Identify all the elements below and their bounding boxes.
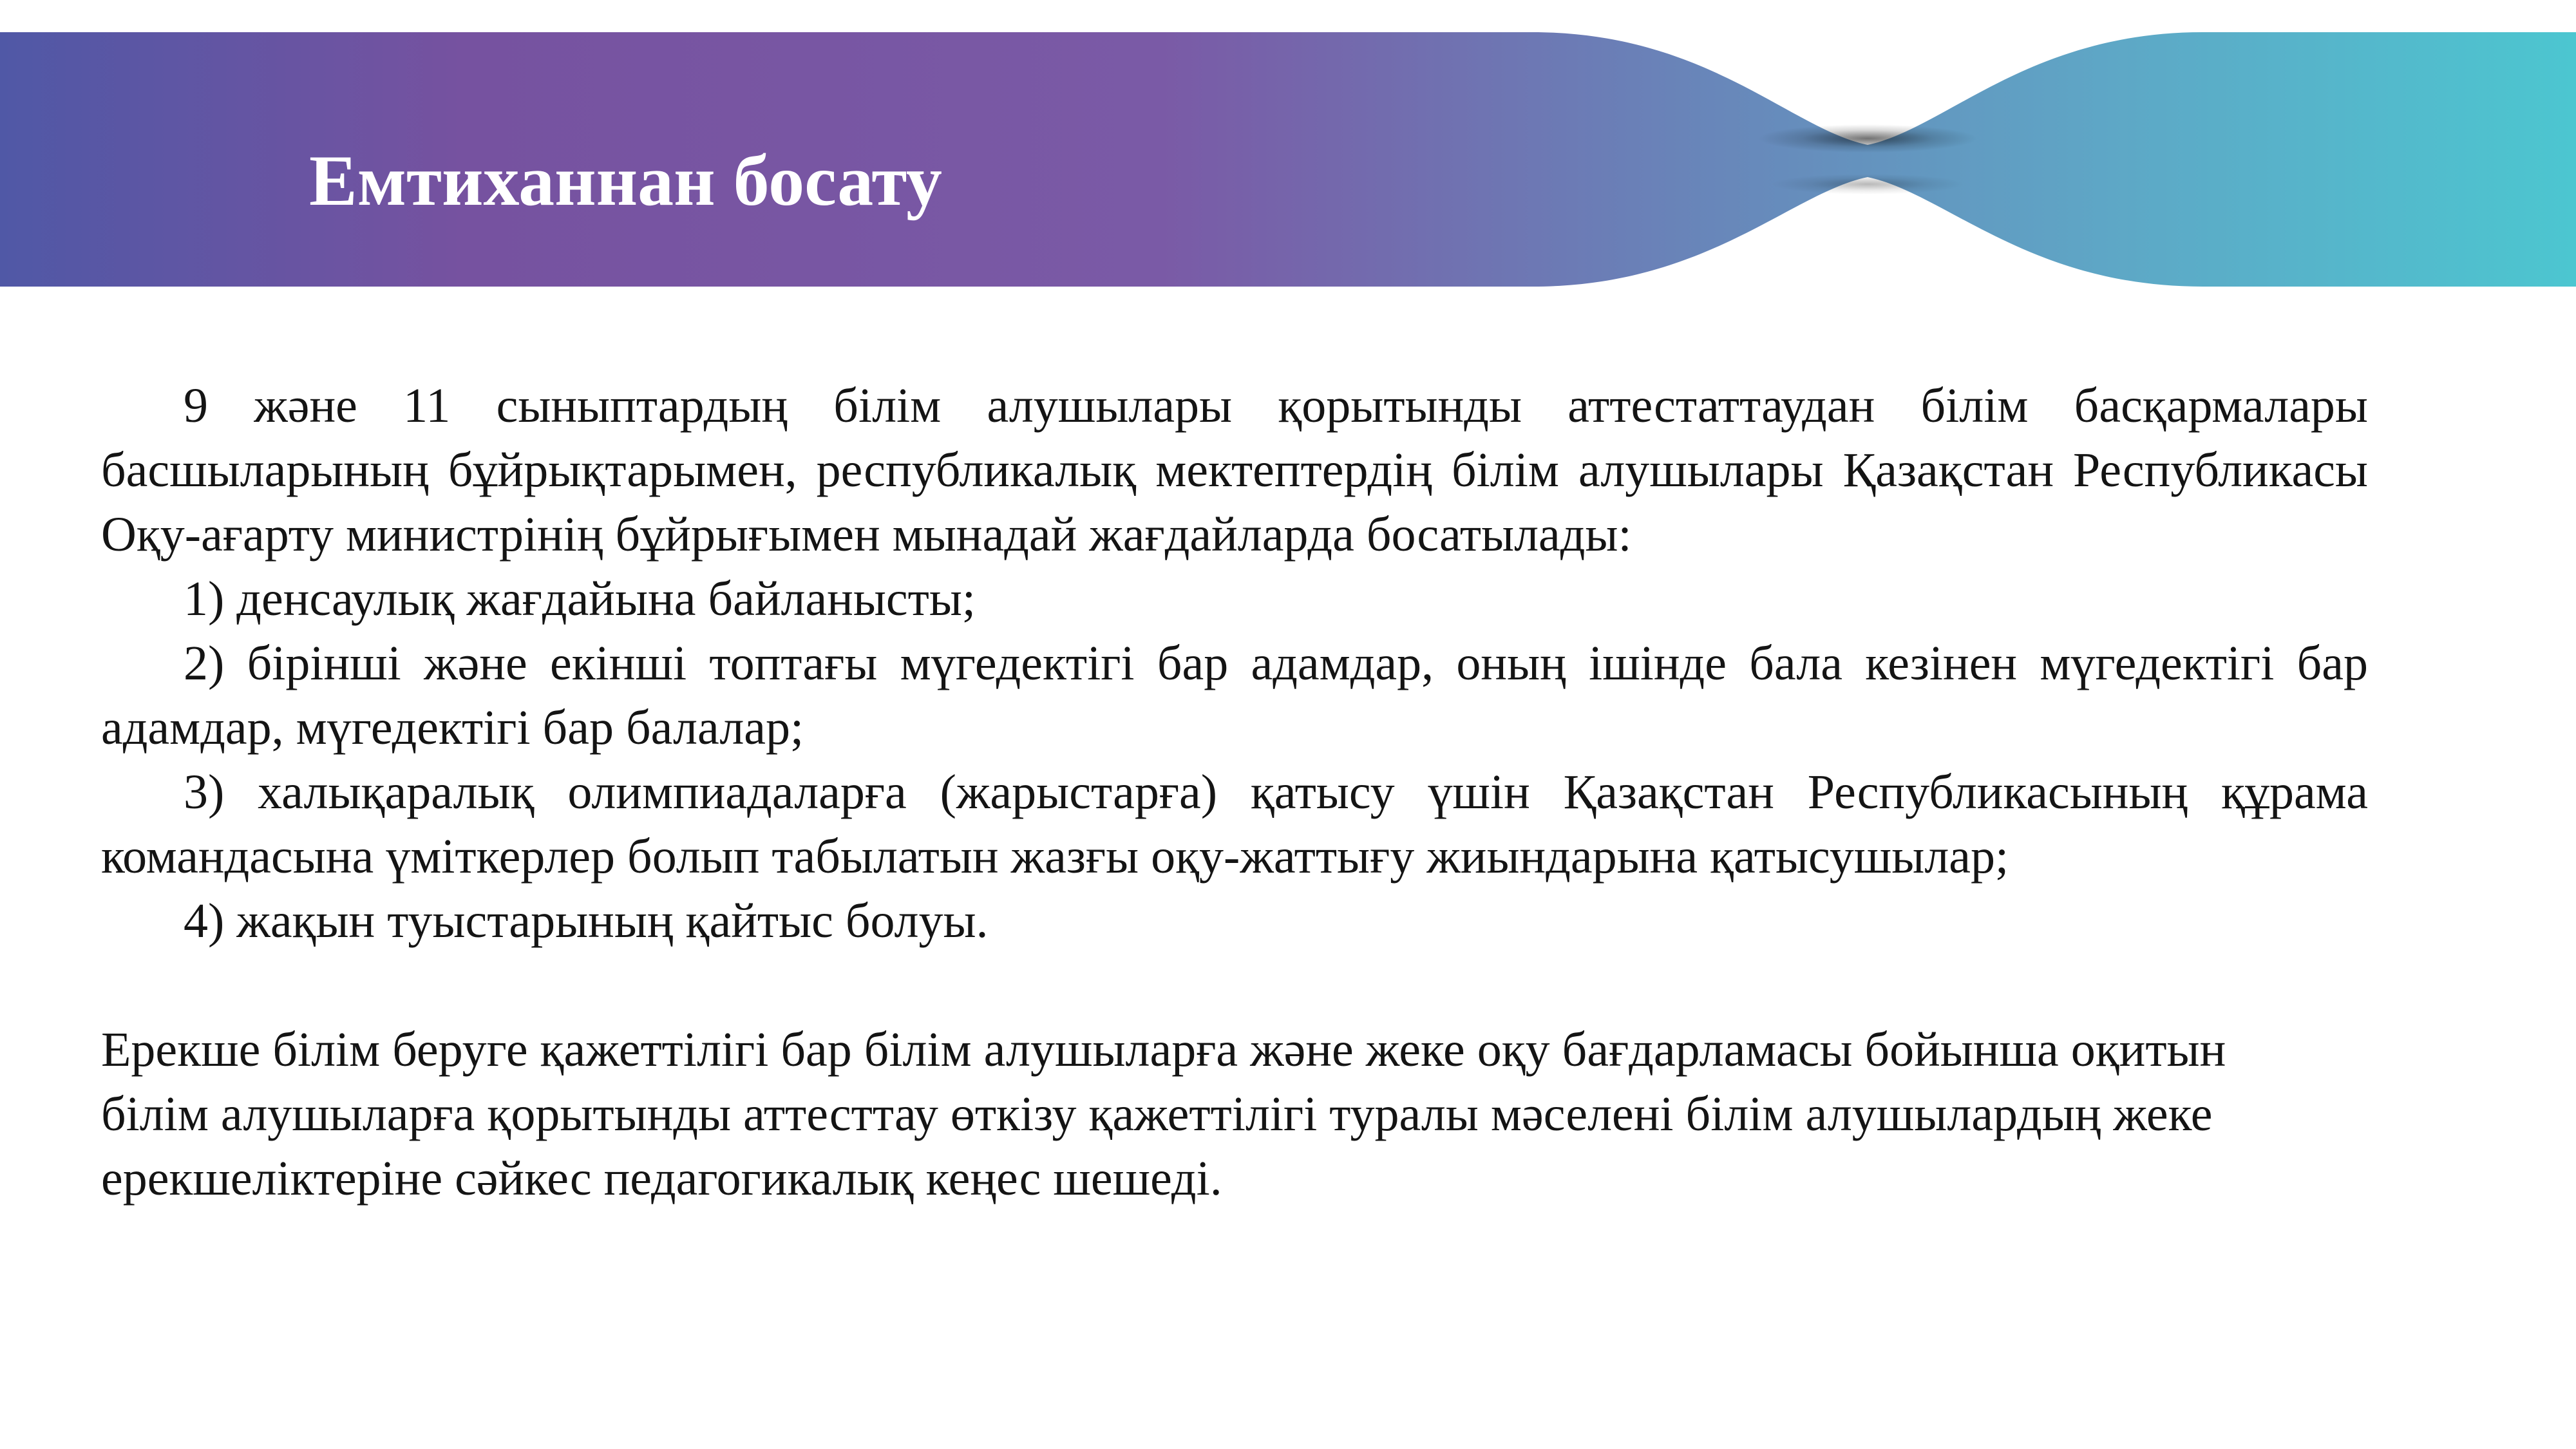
- header-banner: [0, 0, 2576, 303]
- spacer: [101, 953, 2368, 1018]
- list-item: 1) денсаулық жағдайына байланысты;: [184, 572, 976, 626]
- slide-body: [101, 374, 2368, 1211]
- list-item: 3) халықаралық олимпиадаларға (жарыстарға) қатысу үшін Қазақстан Республикасының құрама командасына үміткерлер болып табылатын жазғы оқу-жаттығу жиындарына қатысушылар;: [101, 765, 2368, 884]
- closing-paragraph: Ерекше білім беруге қажеттілігі бар білім алушыларға және жеке оқу бағдарламасы бойынша оқитын білім алушыларға қорытынды аттесттау өткізу қажеттілігі туралы мәселені білім алушылардың жеке ерекшеліктеріне сәйкес педагогикалық кеңес шешеді.: [101, 1023, 2226, 1206]
- list-item: 4) жақын туыстарының қайтыс болуы.: [184, 894, 989, 948]
- list-item: 2) бірінші және екінші топтағы мүгедектігі бар адамдар, оның ішінде бала кезінен мүгедектігі бар адамдар, мүгедектігі бар балалар;: [101, 636, 2368, 755]
- page-title: Емтиханнан босату: [309, 141, 942, 221]
- intro-paragraph: 9 және 11 сыныптардың білім алушылары қорытынды аттестаттаудан білім басқармалары басшыларының бұйрықтарымен, республикалық мектептердің білім алушылары Қазақстан Республикасы Оқу-ағарту министрінің бұйрығымен мынадай жағдайларда босатылады:: [101, 379, 2368, 562]
